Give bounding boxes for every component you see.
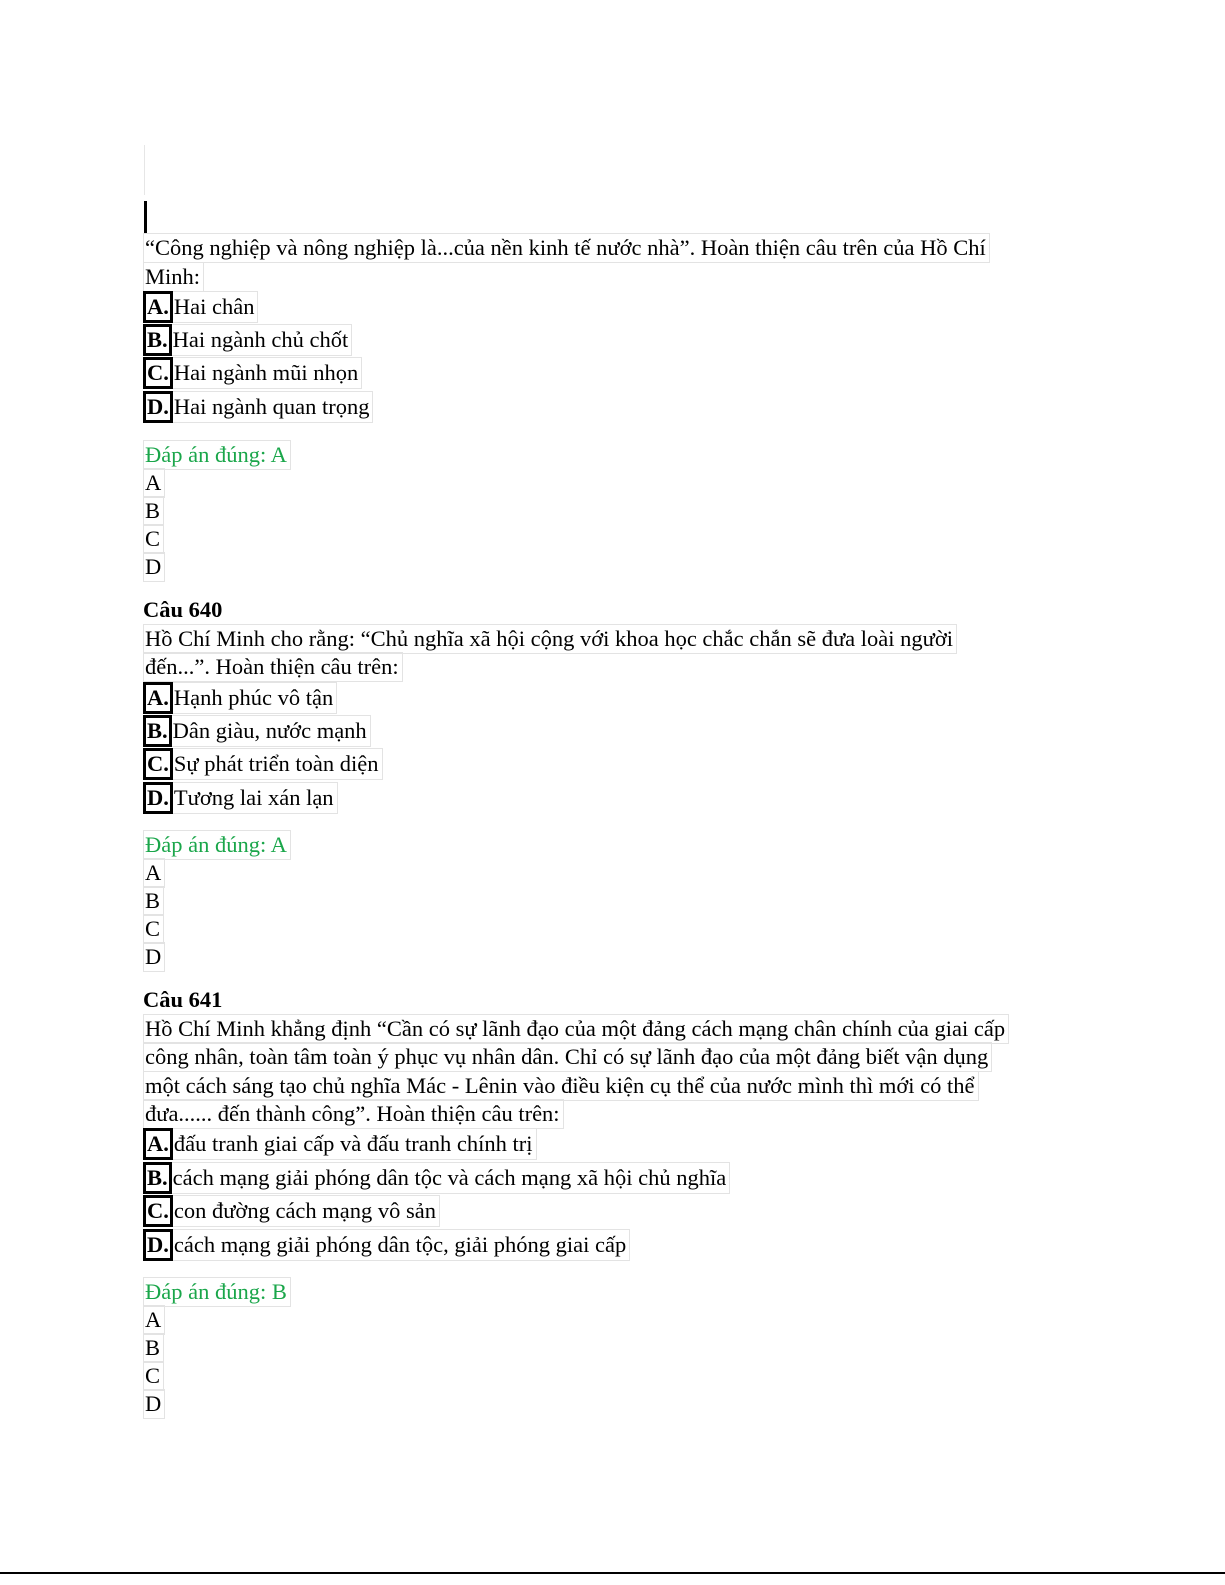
option-d[interactable] (143, 391, 373, 423)
option-text: Hai ngành quan trọng (173, 391, 374, 423)
question-line: Hồ Chí Minh khẳng định “Cần có sự lãnh đạo của một đảng cách mạng chân chính của giai cấp (143, 1014, 1009, 1042)
option-text: Sự phát triển toàn diện (173, 748, 383, 780)
question-line: Minh: (143, 262, 204, 290)
option-b[interactable] (143, 715, 371, 747)
choice-line: A (143, 858, 165, 886)
option-a[interactable] (143, 1128, 537, 1160)
option-c[interactable] (143, 748, 383, 780)
option-text: đấu tranh giai cấp và đấu tranh chính trị (173, 1128, 537, 1160)
option-text: Hạnh phúc vô tận (173, 682, 337, 714)
option-letter: D. (143, 391, 173, 423)
question-number: Câu 640 (143, 597, 223, 622)
question-number: Câu 641 (143, 987, 223, 1012)
choice-line: C (143, 914, 164, 942)
correct-answer: Đáp án đúng: A (143, 440, 291, 468)
option-letter: D. (143, 782, 173, 814)
option-c[interactable] (143, 1195, 440, 1227)
choice-line: B (143, 886, 164, 914)
option-text: Hai ngành chủ chốt (172, 324, 353, 356)
option-text: cách mạng giải phóng dân tộc và cách mạng xã hội chủ nghĩa (172, 1162, 731, 1194)
option-b[interactable] (143, 324, 352, 356)
margin-guide (144, 145, 145, 195)
option-text: Dân giàu, nước mạnh (172, 715, 371, 747)
choice-line: A (143, 468, 165, 496)
option-text: cách mạng giải phóng dân tộc, giải phóng giai cấp (173, 1229, 630, 1261)
choice-line: D (143, 552, 165, 580)
option-letter: A. (143, 291, 173, 323)
choice-line: D (143, 1389, 165, 1417)
option-letter: B. (143, 324, 172, 356)
option-letter: A. (143, 1128, 173, 1160)
question-line: Hồ Chí Minh cho rằng: “Chủ nghĩa xã hội cộng với khoa học chắc chắn sẽ đưa loài người (143, 624, 957, 652)
question-line: công nhân, toàn tâm toàn ý phục vụ nhân dân. Chỉ có sự lãnh đạo của một đảng biết vận dụng (143, 1042, 992, 1070)
option-b[interactable] (143, 1162, 730, 1194)
question-line: một cách sáng tạo chủ nghĩa Mác - Lênin vào điều kiện cụ thể của nước mình thì mới có thể (143, 1071, 979, 1099)
choice-line: B (143, 1333, 164, 1361)
choice-line: C (143, 1361, 164, 1389)
option-d[interactable] (143, 782, 338, 814)
choice-line: D (143, 942, 165, 970)
option-text: Hai chân (173, 291, 259, 323)
choice-line: B (143, 496, 164, 524)
correct-answer: Đáp án đúng: A (143, 830, 291, 858)
option-d[interactable] (143, 1229, 630, 1261)
choice-line: A (143, 1305, 165, 1333)
option-text: Hai ngành mũi nhọn (173, 357, 362, 389)
option-a[interactable] (143, 291, 258, 323)
question-line: “Công nghiệp và nông nghiệp là...của nền kinh tế nước nhà”. Hoàn thiện câu trên của Hồ Chí (143, 233, 990, 261)
text-cursor (144, 201, 147, 233)
option-letter: C. (143, 357, 173, 389)
option-letter: C. (143, 748, 173, 780)
page-bottom-rule (0, 1572, 1225, 1574)
question-line: đến...”. Hoàn thiện câu trên: (143, 652, 403, 680)
option-text: Tương lai xán lạn (173, 782, 338, 814)
correct-answer: Đáp án đúng: B (143, 1277, 291, 1305)
choice-line: C (143, 524, 164, 552)
option-c[interactable] (143, 357, 362, 389)
option-letter: B. (143, 1162, 172, 1194)
option-text: con đường cách mạng vô sản (173, 1195, 440, 1227)
option-letter: B. (143, 715, 172, 747)
option-a[interactable] (143, 682, 337, 714)
option-letter: D. (143, 1229, 173, 1261)
option-letter: C. (143, 1195, 173, 1227)
question-line: đưa...... đến thành công”. Hoàn thiện câu trên: (143, 1099, 564, 1127)
option-letter: A. (143, 682, 173, 714)
